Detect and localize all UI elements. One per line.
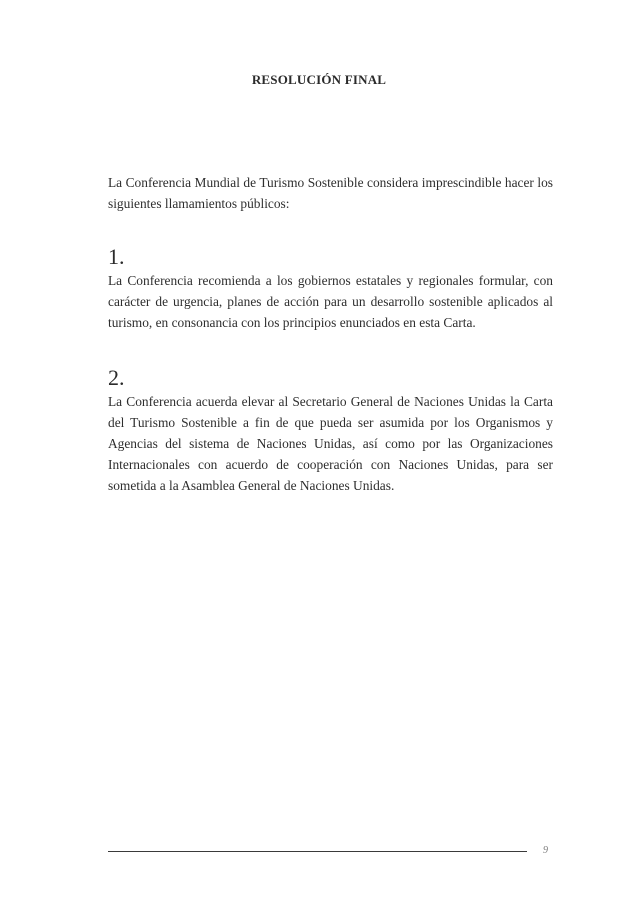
page-number: 9 — [543, 845, 548, 856]
item-paragraph: La Conferencia acuerda elevar al Secretario General de Naciones Unidas la Carta del Turismo Sostenible a fin de que pueda ser asumida por los Organismos y Agencias del sistema de Naciones Unidas, así como por las Organizaciones Internacionales con acuerdo de cooperación con Naciones Unidas, para ser sometida a la Asamblea General de Naciones Unidas. — [108, 394, 553, 493]
footer-rule — [108, 851, 527, 852]
page-title: RESOLUCIÓN FINAL — [251, 72, 387, 87]
item-number: 1. — [108, 244, 125, 269]
intro-paragraph: La Conferencia Mundial de Turismo Sostenible considera imprescindible hacer los siguientes llamamientos públicos: — [108, 175, 553, 211]
item-paragraph: La Conferencia recomienda a los gobiernos estatales y regionales formular, con carácter de urgencia, planes de acción para un desarrollo sostenible aplicados al turismo, en consonancia con los principios enunciados en esta Carta. — [108, 273, 553, 330]
item-number: 2. — [108, 365, 125, 390]
